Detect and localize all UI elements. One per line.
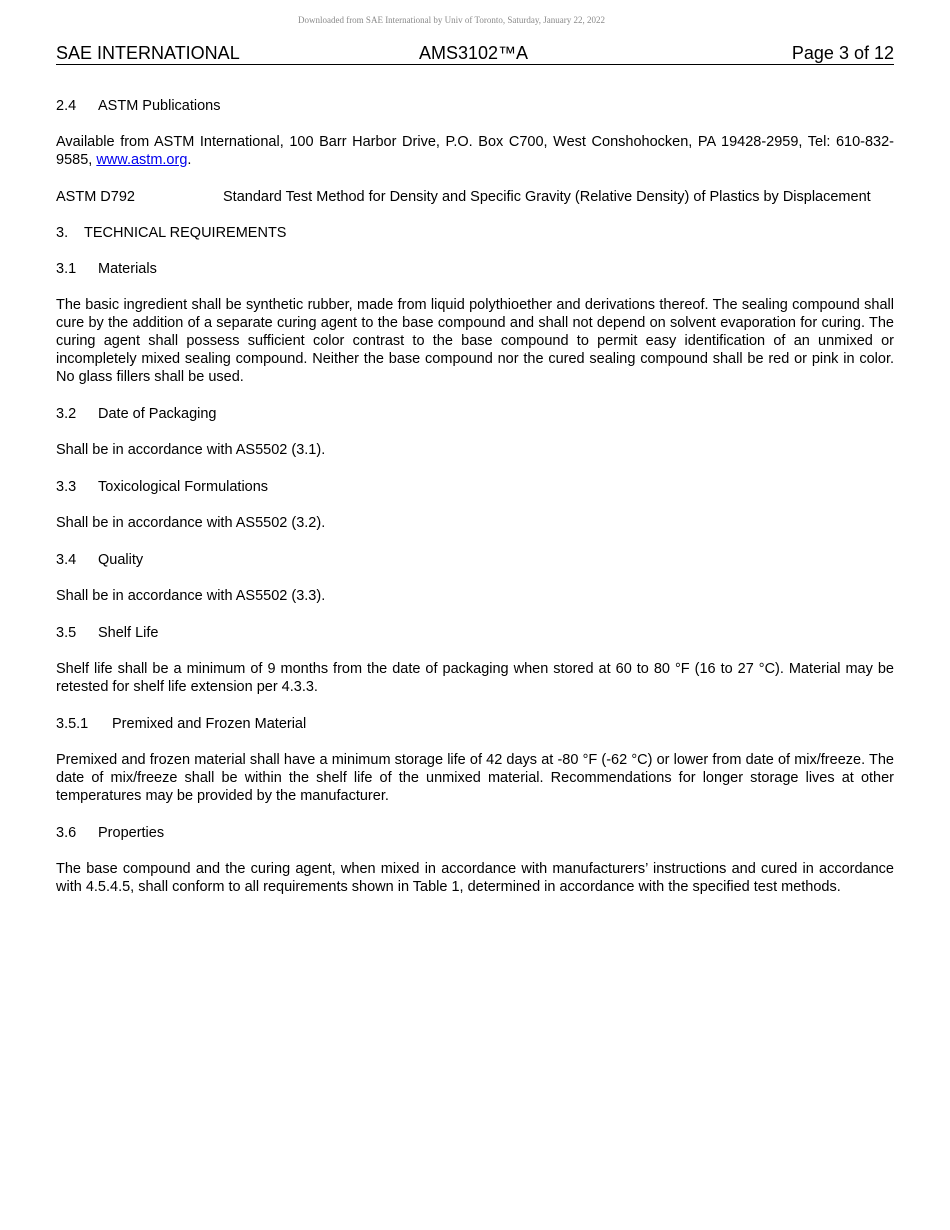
section-number: 3.3 xyxy=(56,479,77,495)
section-2-4-heading xyxy=(56,97,894,115)
section-3-4-heading xyxy=(56,551,894,569)
materials-paragraph: The basic ingredient shall be synthetic rubber, made from liquid polythioether and derivations thereof. The sealing compound shall cure by the addition of a separate curing agent to the base compound and shall not depend on solvent evaporation for curing. The curing agent shall possess sufficient color contrast to the base compound to permit easy identification of an unmixed or incompletely mixed sealing compound. Neither the base compound nor the cured sealing compound shall be red or pink in color. No glass fillers shall be used. xyxy=(56,297,894,385)
section-3-2-heading xyxy=(56,405,894,423)
astm-website-link[interactable]: www.astm.org xyxy=(96,152,188,168)
section-title: Date of Packaging xyxy=(98,406,217,422)
section-title: Materials xyxy=(98,261,157,277)
section-number: 3.5 xyxy=(56,625,77,641)
quality-paragraph: Shall be in accordance with AS5502 (3.3). xyxy=(56,588,326,604)
section-title: ASTM Publications xyxy=(98,98,221,114)
header-organization: SAE INTERNATIONAL xyxy=(56,43,240,63)
section-title: Premixed and Frozen Material xyxy=(112,716,307,732)
section-title: Toxicological Formulations xyxy=(98,479,269,495)
section-number: 2.4 xyxy=(56,98,77,114)
premixed-frozen-paragraph: Premixed and frozen material shall have a minimum storage life of 42 days at -80 °F (-62 °C) or lower from date of mix/freeze. The date of mix/freeze shall be within the shelf life of the unmixed material. Recommendations for longer storage lives at other temperatures may be provided by the manufacturer. xyxy=(56,752,894,804)
reference-code: ASTM D792 xyxy=(56,189,135,205)
reference-entry-astm-d792 xyxy=(56,188,894,206)
section-number: 3.4 xyxy=(56,552,77,568)
section-title: Shelf Life xyxy=(98,625,159,641)
section-number: 3.2 xyxy=(56,406,77,422)
astm-availability-suffix: . xyxy=(187,152,192,168)
section-title: Quality xyxy=(98,552,144,568)
document-body xyxy=(56,97,894,915)
astm-availability-paragraph xyxy=(56,133,894,169)
section-3-5-heading xyxy=(56,624,894,642)
section-3-heading xyxy=(56,224,894,242)
section-3-3-heading xyxy=(56,478,894,496)
header-document-id: AMS3102™A xyxy=(419,43,529,63)
download-watermark: Downloaded from SAE International by Univ of Toronto, Saturday, January 22, 2022 xyxy=(297,15,606,25)
page-header xyxy=(56,43,894,65)
properties-paragraph: The base compound and the curing agent, when mixed in accordance with manufacturers’ instructions and cured in accordance with 4.5.4.5, shall conform to all requirements shown in Table 1, determined in accordance with the specified test methods. xyxy=(56,861,894,895)
section-number: 3.5.1 xyxy=(56,716,89,732)
section-number: 3. xyxy=(56,225,69,241)
section-number: 3.1 xyxy=(56,261,77,277)
reference-description: Standard Test Method for Density and Specific Gravity (Relative Density) of Plastics by Displacement xyxy=(223,189,871,205)
section-3-6-heading xyxy=(56,824,894,842)
shelf-life-paragraph: Shelf life shall be a minimum of 9 months from the date of packaging when stored at 60 to 80 °F (16 to 27 °C). Material may be retested for shelf life extension per 4.3.3. xyxy=(56,661,894,695)
section-number: 3.6 xyxy=(56,825,77,841)
astm-availability-text: Available from ASTM International, 100 Barr Harbor Drive, P.O. Box C700, West Conshohocken, PA 19428-2959, Tel: 610-832-9585, xyxy=(56,134,894,168)
section-3-1-heading xyxy=(56,260,894,278)
toxicological-formulations-paragraph: Shall be in accordance with AS5502 (3.2). xyxy=(56,515,326,531)
section-3-5-1-heading xyxy=(56,715,894,733)
section-title: Properties xyxy=(98,825,165,841)
section-title: TECHNICAL REQUIREMENTS xyxy=(84,225,287,241)
date-of-packaging-paragraph: Shall be in accordance with AS5502 (3.1). xyxy=(56,442,326,458)
header-page-number: Page 3 of 12 xyxy=(791,43,894,63)
